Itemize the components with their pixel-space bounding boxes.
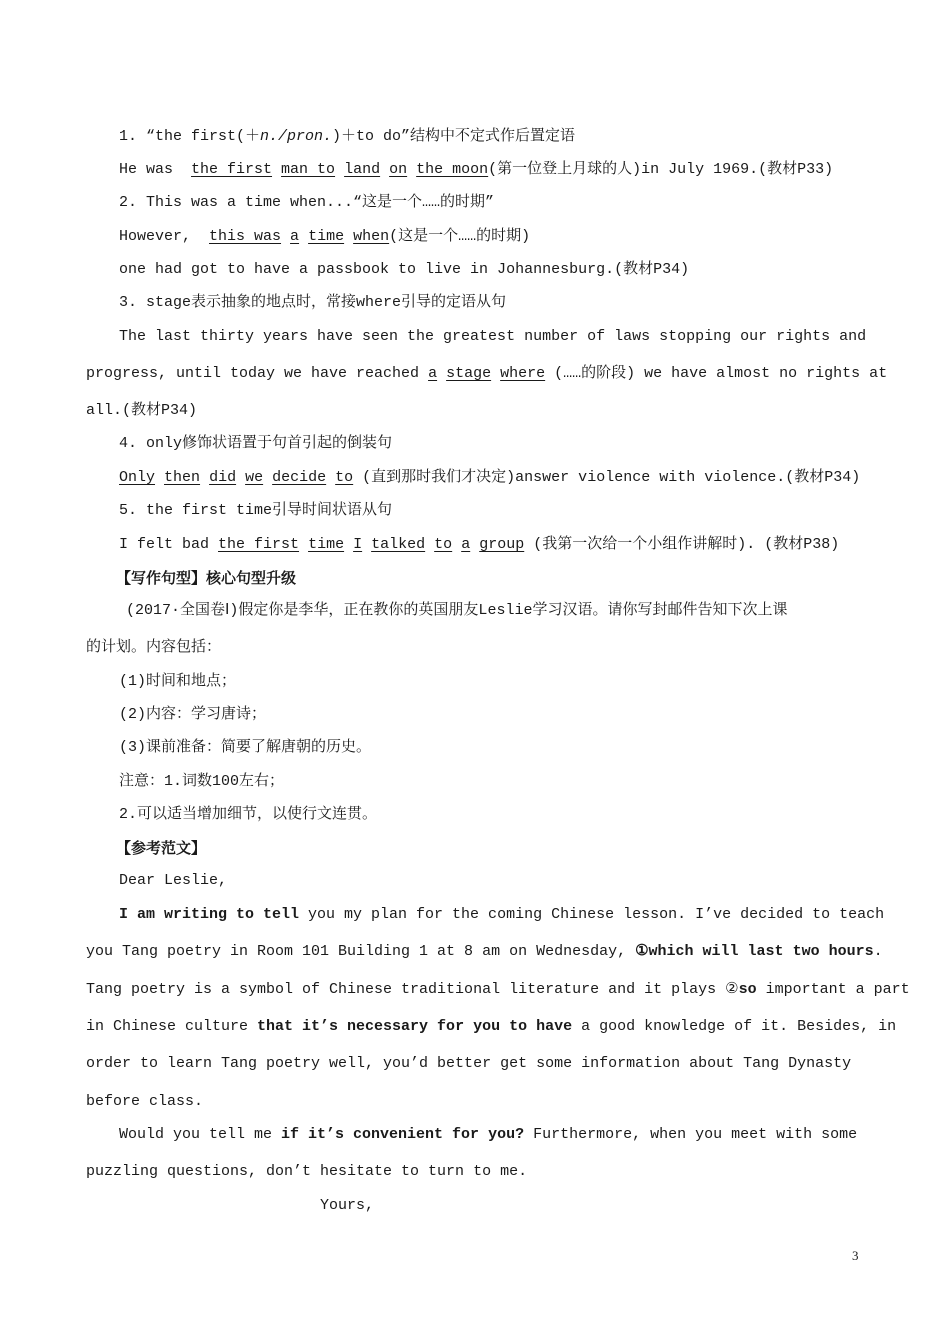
- letter-p1-line2: you Tang poetry in Room 101 Building 1 at 8 am on Wednesday, ①which will last two hours.: [86, 943, 883, 960]
- task-point-1: (1)时间和地点；: [119, 673, 237, 690]
- item-4-title: 4. only修饰状语置于句首引起的倒装句: [119, 435, 393, 452]
- letter-p1-line6: before class.: [86, 1093, 204, 1110]
- item-3-example-line2: progress, until today we have reached a stage where (……的阶段) we have almost no rights at: [86, 365, 888, 382]
- letter-p1-line5: order to learn Tang poetry well, you’d better get some information about Tang Dynasty: [86, 1055, 852, 1072]
- item-4-example: Only then did we decide to (直到那时我们才决定)answer violence with violence.(教材P34): [119, 469, 861, 486]
- item-1-example: He was the first man to land on the moon(第一位登上月球的人)in July 1969.(教材P33): [119, 161, 834, 178]
- letter-closing: Yours,: [320, 1197, 375, 1214]
- item-3-example-line1: The last thirty years have seen the greatest number of laws stopping our rights and: [119, 328, 867, 345]
- letter-p2-line1: Would you tell me if it’s convenient for you? Furthermore, when you meet with some: [119, 1126, 858, 1143]
- item-3-example-line3: all.(教材P34): [86, 402, 198, 419]
- item-2-example: However, this was a time when(这是一个……的时期): [119, 228, 531, 245]
- letter-p1-line3: Tang poetry is a symbol of Chinese traditional literature and it plays ②so important a part: [86, 981, 910, 998]
- section-heading: 【写作句型】核心句型升级: [116, 569, 297, 587]
- item-3-title: 3. stage表示抽象的地点时，常接where引导的定语从句: [119, 294, 507, 311]
- letter-p1-line4: in Chinese culture that it’s necessary for you to have a good knowledge of it. Besides, in: [86, 1018, 897, 1035]
- letter-p1-line1: I am writing to tell you my plan for the coming Chinese lesson. I’ve decided to teach: [119, 906, 885, 923]
- item-5-title: 5. the first time引导时间状语从句: [119, 502, 393, 519]
- letter-greeting: Dear Leslie,: [119, 872, 228, 889]
- task-line-2: 的计划。内容包括：: [86, 639, 222, 656]
- item-5-example: I felt bad the first time I talked to a group (我第一次给一个小组作讲解时). (教材P38): [119, 536, 840, 553]
- item-2-title: 2. This was a time when...“这是一个……的时期”: [119, 194, 495, 211]
- model-heading: 【参考范文】: [116, 839, 207, 857]
- task-line-1: (2017·全国卷Ⅰ)假定你是李华，正在教你的英国朋友Leslie学习汉语。请你写封邮件告知下次上课: [126, 602, 788, 619]
- page-number: 3: [852, 1248, 859, 1263]
- task-point-3: (3)课前准备：简要了解唐朝的历史。: [119, 739, 372, 756]
- task-note-1: 注意：1.词数100左右；: [119, 773, 285, 790]
- letter-p2-line2: puzzling questions, don’t hesitate to turn to me.: [86, 1163, 528, 1180]
- item-1-title: 1. “the first(＋n./pron.)＋to do”结构中不定式作后置定语: [119, 128, 576, 145]
- item-2-example-cont: one had got to have a passbook to live in Johannesburg.(教材P34): [119, 261, 690, 278]
- task-note-2: 2.可以适当增加细节，以使行文连贯。: [119, 806, 378, 823]
- task-point-2: (2)内容：学习唐诗；: [119, 706, 267, 723]
